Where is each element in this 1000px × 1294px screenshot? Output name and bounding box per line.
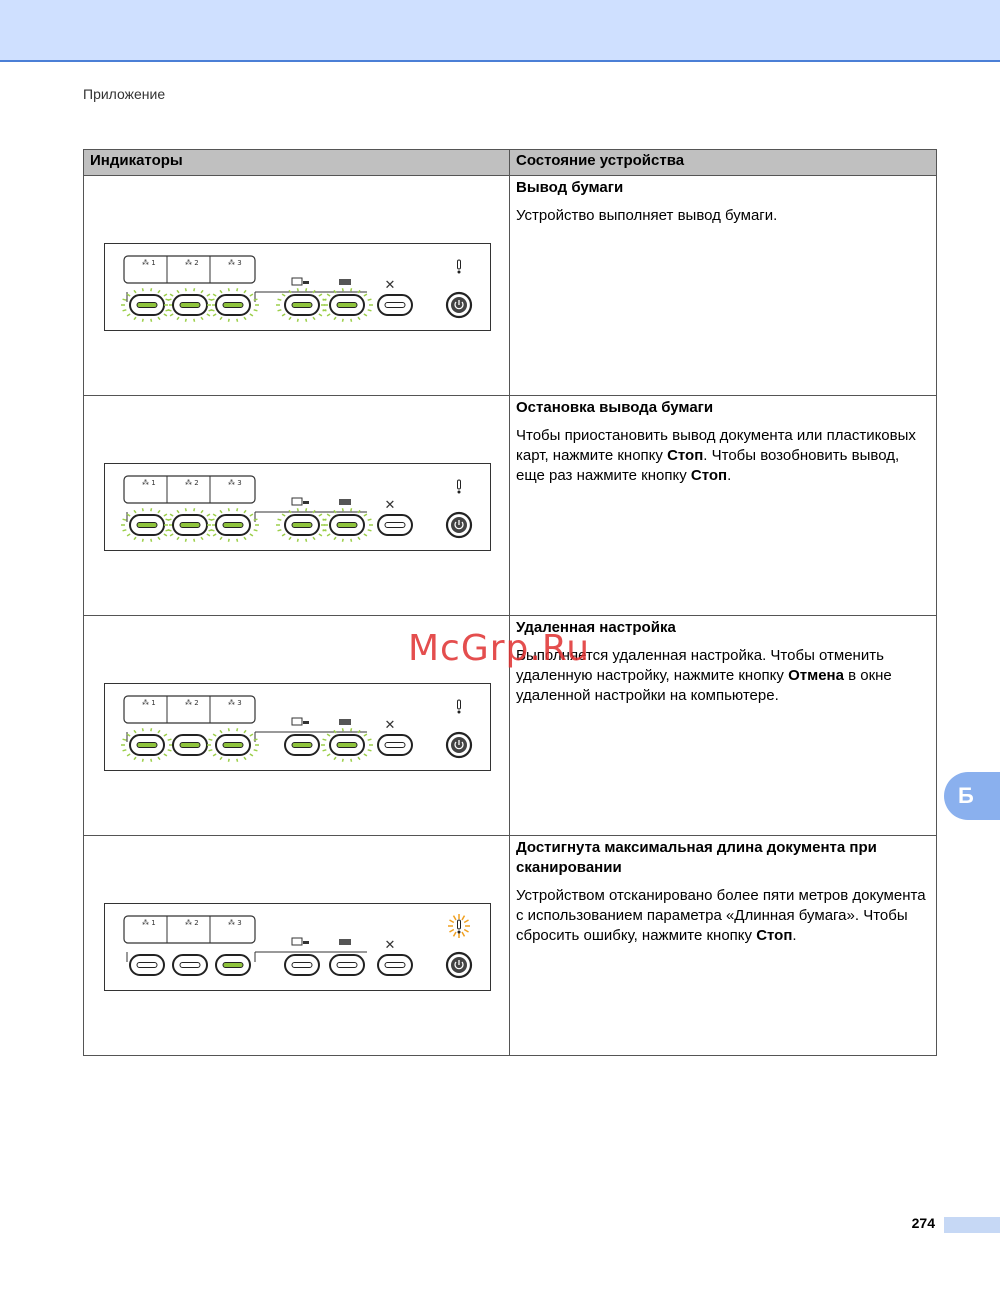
led-ray <box>228 759 229 762</box>
led-ray <box>289 317 291 320</box>
led-ray <box>158 510 160 513</box>
error-dot <box>458 491 461 494</box>
led-ray <box>342 759 343 762</box>
led-ray <box>142 508 143 511</box>
led-ray <box>237 759 238 762</box>
led-ray <box>123 299 127 300</box>
led-ray <box>342 508 343 511</box>
led-ray <box>323 299 327 300</box>
col-header-state: Состояние устройства <box>510 150 937 176</box>
error-ray <box>454 932 457 936</box>
usb-icon <box>303 281 309 284</box>
led-ray <box>170 514 173 516</box>
led-ray <box>164 514 167 516</box>
led-ray <box>254 739 258 740</box>
led-ray <box>170 294 173 296</box>
led-ray <box>228 508 229 511</box>
led-ray <box>209 310 213 311</box>
led-ray <box>158 317 160 320</box>
led-ray <box>194 319 195 322</box>
led-ray <box>327 314 330 316</box>
profile-label: ⁂ 2 <box>185 259 199 267</box>
usb-icon <box>303 501 309 504</box>
led-ray <box>237 288 238 291</box>
card-icon <box>339 499 351 505</box>
led-indicator <box>292 303 312 308</box>
led-ray <box>254 750 258 751</box>
cancel-led <box>385 963 405 968</box>
panel-graphic <box>105 904 490 990</box>
led-ray <box>368 519 372 520</box>
led-ray <box>127 294 130 296</box>
led-ray <box>170 534 173 536</box>
led-ray <box>213 514 216 516</box>
led-ray <box>358 757 360 760</box>
led-ray <box>250 314 253 316</box>
led-ray <box>250 534 253 536</box>
led-ray <box>250 514 253 516</box>
usb-icon <box>303 721 309 724</box>
led-ray <box>151 319 152 322</box>
indicator-table <box>83 149 937 1056</box>
error-ray <box>464 930 468 933</box>
led-ray <box>142 539 143 542</box>
led-ray <box>368 530 372 531</box>
led-ray <box>351 319 352 322</box>
led-ray <box>142 319 143 322</box>
cancel-icon: ✕ <box>384 278 396 293</box>
cancel-icon: ✕ <box>384 938 396 953</box>
led-ray <box>306 539 307 542</box>
led-ray <box>151 508 152 511</box>
led-ray <box>194 288 195 291</box>
profile-label: ⁂ 2 <box>185 919 199 927</box>
led-ray <box>228 728 229 731</box>
led-ray <box>158 290 160 293</box>
led-ray <box>342 319 343 322</box>
led-ray <box>297 319 298 322</box>
indicator-cell <box>84 176 510 396</box>
led-indicator <box>180 303 200 308</box>
led-ray <box>228 288 229 291</box>
led-ray <box>327 754 330 756</box>
led-ray <box>364 534 367 536</box>
profile-label: ⁂ 1 <box>142 479 156 487</box>
indicator-cell <box>84 396 510 616</box>
led-ray <box>323 750 327 751</box>
led-ray <box>185 319 186 322</box>
led-ray <box>134 290 136 293</box>
error-dot <box>458 931 461 934</box>
led-indicator <box>292 523 312 528</box>
led-ray <box>209 299 213 300</box>
led-ray <box>289 537 291 540</box>
led-ray <box>319 514 322 516</box>
cancel-icon: ✕ <box>384 498 396 513</box>
led-ray <box>220 510 222 513</box>
led-ray <box>127 754 130 756</box>
profile-label: ⁂ 1 <box>142 919 156 927</box>
led-indicator <box>223 523 243 528</box>
led-ray <box>123 530 127 531</box>
led-ray <box>282 314 285 316</box>
led-ray <box>313 537 315 540</box>
col-header-indicators: Индикаторы <box>84 150 510 176</box>
led-ray <box>220 290 222 293</box>
led-ray <box>213 534 216 536</box>
led-ray <box>323 519 327 520</box>
led-ray <box>164 734 167 736</box>
led-ray <box>177 537 179 540</box>
error-ray <box>449 930 453 933</box>
led-ray <box>278 530 282 531</box>
led-indicator <box>223 743 243 748</box>
led-ray <box>244 730 246 733</box>
error-led <box>458 260 461 269</box>
error-ray <box>449 920 453 923</box>
led-ray <box>134 317 136 320</box>
led-ray <box>244 757 246 760</box>
profile-label: ⁂ 2 <box>185 699 199 707</box>
led-ray <box>364 754 367 756</box>
led-ray <box>151 728 152 731</box>
state-cell <box>510 396 937 616</box>
led-ray <box>254 310 258 311</box>
led-ray <box>237 728 238 731</box>
cancel-led <box>385 743 405 748</box>
led-ray <box>237 508 238 511</box>
card-icon <box>339 279 351 285</box>
led-ray <box>254 530 258 531</box>
profile-label: ⁂ 3 <box>228 259 242 267</box>
led-ray <box>168 739 172 740</box>
led-indicator <box>337 743 357 748</box>
state-description: Чтобы приостановить вывод документа или пластиковых карт, нажмите кнопку Стоп. Чтобы возобновить вывод, еще раз нажмите кнопку Стоп. <box>516 427 916 484</box>
led-ray <box>220 730 222 733</box>
led-ray <box>177 290 179 293</box>
led-ray <box>351 508 352 511</box>
state-cell <box>510 176 937 396</box>
led-ray <box>123 739 127 740</box>
led-indicator <box>137 523 157 528</box>
led-ray <box>151 539 152 542</box>
led-ray <box>177 317 179 320</box>
led-ray <box>177 510 179 513</box>
led-ray <box>327 514 330 516</box>
led-ray <box>250 294 253 296</box>
panel-graphic <box>105 464 490 550</box>
led-ray <box>297 508 298 511</box>
state-title: Вывод бумаги <box>516 179 624 196</box>
computer-icon <box>292 498 302 505</box>
led-ray <box>134 757 136 760</box>
led-ray <box>358 537 360 540</box>
led-ray <box>323 530 327 531</box>
cancel-led <box>385 303 405 308</box>
led-ray <box>123 519 127 520</box>
led-ray <box>282 294 285 296</box>
header-bar <box>0 0 1000 62</box>
state-description: Выполняется удаленная настройка. Чтобы отменить удаленную настройку, нажмите кнопку Отмена в окне удаленной настройки на компьютере. <box>516 647 892 704</box>
led-ray <box>220 537 222 540</box>
error-led <box>458 920 461 929</box>
led-ray <box>306 319 307 322</box>
led-ray <box>244 290 246 293</box>
led-ray <box>170 314 173 316</box>
led-ray <box>364 294 367 296</box>
led-ray <box>297 288 298 291</box>
led-ray <box>319 534 322 536</box>
error-led <box>458 480 461 489</box>
led-ray <box>127 514 130 516</box>
led-ray <box>306 288 307 291</box>
led-ray <box>213 314 216 316</box>
computer-icon <box>292 278 302 285</box>
led-ray <box>313 317 315 320</box>
state-title: Остановка вывода бумаги <box>516 399 714 416</box>
led-ray <box>127 734 130 736</box>
led-ray <box>220 757 222 760</box>
led-ray <box>228 319 229 322</box>
led-ray <box>207 314 210 316</box>
led-ray <box>244 317 246 320</box>
led-indicator <box>137 743 157 748</box>
error-led <box>458 700 461 709</box>
led-ray <box>334 757 336 760</box>
led-indicator <box>180 743 200 748</box>
profile-label: ⁂ 2 <box>185 479 199 487</box>
led-ray <box>164 314 167 316</box>
led-indicator <box>137 963 157 968</box>
led-ray <box>209 750 213 751</box>
led-ray <box>142 288 143 291</box>
led-indicator <box>337 523 357 528</box>
error-ray <box>462 916 465 920</box>
led-ray <box>237 319 238 322</box>
led-ray <box>368 310 372 311</box>
led-ray <box>228 539 229 542</box>
led-indicator <box>337 303 357 308</box>
led-ray <box>134 537 136 540</box>
control-panel <box>104 683 491 771</box>
led-ray <box>127 314 130 316</box>
led-ray <box>327 534 330 536</box>
led-ray <box>244 510 246 513</box>
error-dot <box>458 711 461 714</box>
led-ray <box>166 299 170 300</box>
led-indicator <box>292 963 312 968</box>
led-ray <box>364 734 367 736</box>
table-row <box>84 176 937 396</box>
led-indicator <box>223 963 243 968</box>
led-ray <box>323 739 327 740</box>
page-number: 274 <box>911 1215 935 1231</box>
led-ray <box>209 739 213 740</box>
led-ray <box>282 534 285 536</box>
led-indicator <box>180 963 200 968</box>
state-description: Устройство выполняет вывод бумаги. <box>516 207 778 224</box>
led-ray <box>209 530 213 531</box>
led-indicator <box>137 303 157 308</box>
led-ray <box>164 294 167 296</box>
led-ray <box>168 750 172 751</box>
led-ray <box>142 759 143 762</box>
appendix-tab: Б <box>944 772 1000 820</box>
led-ray <box>244 537 246 540</box>
led-ray <box>185 539 186 542</box>
led-ray <box>209 519 213 520</box>
led-ray <box>201 317 203 320</box>
control-panel <box>104 903 491 991</box>
error-ray <box>454 916 457 920</box>
led-ray <box>237 539 238 542</box>
cancel-icon: ✕ <box>384 718 396 733</box>
led-ray <box>151 288 152 291</box>
error-dot <box>458 271 461 274</box>
led-ray <box>278 519 282 520</box>
card-icon <box>339 719 351 725</box>
led-ray <box>185 288 186 291</box>
state-description: Устройством отсканировано более пяти метров документа с использованием параметра «Длинная бумага». Чтобы сбросить ошибку, нажмите кнопку Стоп. <box>516 887 926 944</box>
led-ray <box>351 728 352 731</box>
led-ray <box>213 754 216 756</box>
led-ray <box>342 288 343 291</box>
led-ray <box>358 317 360 320</box>
profile-label: ⁂ 3 <box>228 919 242 927</box>
led-ray <box>194 539 195 542</box>
card-icon <box>339 939 351 945</box>
profile-label: ⁂ 1 <box>142 259 156 267</box>
led-ray <box>123 310 127 311</box>
led-indicator <box>292 743 312 748</box>
led-ray <box>327 734 330 736</box>
panel-graphic <box>105 244 490 330</box>
led-ray <box>319 294 322 296</box>
cancel-led <box>385 523 405 528</box>
table-row <box>84 396 937 616</box>
led-ray <box>158 730 160 733</box>
led-indicator <box>223 303 243 308</box>
led-ray <box>282 514 285 516</box>
led-ray <box>201 510 203 513</box>
computer-icon <box>292 938 302 945</box>
led-ray <box>134 510 136 513</box>
led-ray <box>254 519 258 520</box>
led-ray <box>250 754 253 756</box>
led-ray <box>278 299 282 300</box>
led-ray <box>207 514 210 516</box>
led-ray <box>306 508 307 511</box>
led-ray <box>319 314 322 316</box>
led-ray <box>250 734 253 736</box>
usb-icon <box>303 941 309 944</box>
led-ray <box>194 508 195 511</box>
led-ray <box>351 288 352 291</box>
led-ray <box>334 317 336 320</box>
led-indicator <box>180 523 200 528</box>
led-ray <box>127 534 130 536</box>
section-label: Приложение <box>83 86 166 102</box>
state-title: Достигнута максимальная длина документа при сканировании <box>516 839 877 876</box>
control-panel <box>104 463 491 551</box>
page-number-bar <box>944 1217 1000 1233</box>
profile-label: ⁂ 3 <box>228 699 242 707</box>
led-ray <box>323 310 327 311</box>
led-ray <box>142 728 143 731</box>
error-ray <box>464 920 468 923</box>
table-header-row <box>84 150 937 176</box>
led-ray <box>201 537 203 540</box>
led-ray <box>368 739 372 740</box>
led-ray <box>368 299 372 300</box>
led-ray <box>327 294 330 296</box>
led-ray <box>220 317 222 320</box>
led-indicator <box>337 963 357 968</box>
led-ray <box>151 759 152 762</box>
led-ray <box>364 514 367 516</box>
led-ray <box>201 290 203 293</box>
indicator-cell <box>84 836 510 1056</box>
error-ray <box>462 932 465 936</box>
led-ray <box>158 757 160 760</box>
led-ray <box>166 519 170 520</box>
led-ray <box>207 534 210 536</box>
table-row <box>84 836 937 1056</box>
profile-label: ⁂ 3 <box>228 479 242 487</box>
led-ray <box>368 750 372 751</box>
panel-graphic <box>105 684 490 770</box>
led-ray <box>134 730 136 733</box>
profile-label: ⁂ 1 <box>142 699 156 707</box>
computer-icon <box>292 718 302 725</box>
led-ray <box>166 530 170 531</box>
led-ray <box>185 508 186 511</box>
led-ray <box>164 754 167 756</box>
led-ray <box>351 539 352 542</box>
led-ray <box>164 534 167 536</box>
led-ray <box>364 314 367 316</box>
state-title: Удаленная настройка <box>516 619 676 636</box>
led-ray <box>123 750 127 751</box>
led-ray <box>334 537 336 540</box>
led-ray <box>207 294 210 296</box>
watermark: McGrp.Ru <box>408 628 591 669</box>
state-cell <box>510 836 937 1056</box>
led-ray <box>342 728 343 731</box>
led-ray <box>213 734 216 736</box>
led-ray <box>278 310 282 311</box>
led-ray <box>297 539 298 542</box>
led-ray <box>166 310 170 311</box>
led-ray <box>351 759 352 762</box>
control-panel <box>104 243 491 331</box>
led-ray <box>158 537 160 540</box>
led-ray <box>342 539 343 542</box>
led-ray <box>213 294 216 296</box>
led-ray <box>254 299 258 300</box>
